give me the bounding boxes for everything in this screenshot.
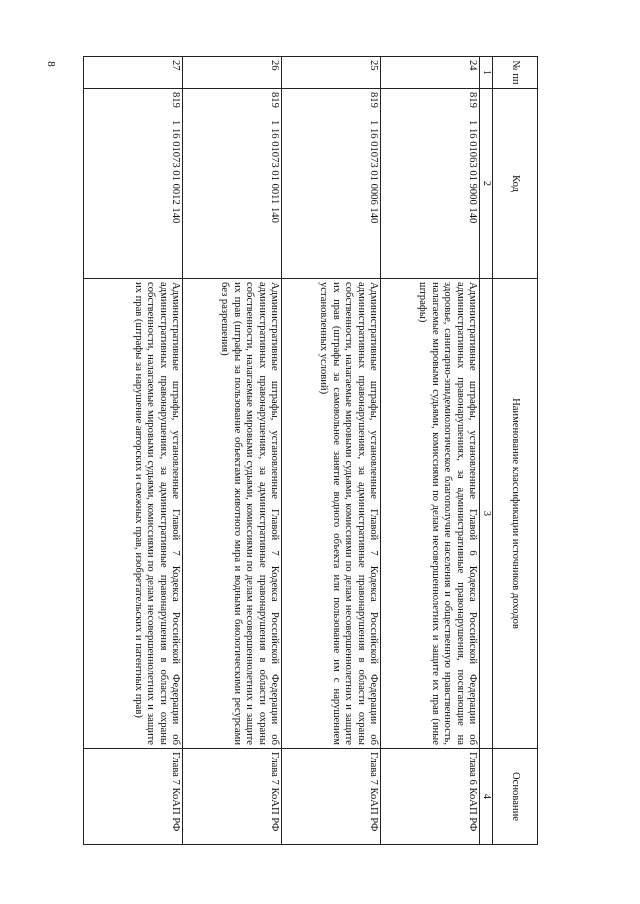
income-code: 1 16 01063 01 9000 140 — [467, 120, 478, 224]
admin-code: 819 — [170, 92, 181, 108]
row-code — [183, 89, 282, 279]
table-row — [84, 57, 183, 845]
row-number: 24 — [381, 57, 480, 89]
row-code — [381, 89, 480, 279]
table-row — [183, 57, 282, 845]
table-row — [282, 57, 381, 845]
row-number: 25 — [282, 57, 381, 89]
income-code: 1 16 01073 01 0006 140 — [368, 120, 379, 224]
admin-code: 819 — [467, 92, 478, 108]
income-code: 1 16 01073 01 0012 140 — [170, 120, 181, 224]
row-number: 26 — [183, 57, 282, 89]
rotated-table-wrapper — [110, 56, 538, 844]
row-name: Административные штрафы, установленные Главой 7 Кодекса Российской Федерации об административных правонарушениях, за административные правонарушения в области охраны собственности, налагаемые мировыми судьями, комиссиями по делам несовершеннолетних и защите их прав (штрафы за пользование объектами животного мира и водными биологическими ресурсами без разрешения) — [183, 279, 282, 749]
income-classification-table — [83, 56, 538, 845]
header-name: Наименование классификации источников доходов — [493, 279, 538, 749]
column-number: 1 — [480, 57, 493, 89]
column-number: 3 — [480, 279, 493, 749]
row-basis: Глава 7 КоАП РФ — [282, 749, 381, 845]
admin-code: 819 — [269, 92, 280, 108]
row-name: Административные штрафы, установленные Главой 7 Кодекса Российской Федерации об административных правонарушениях, за административные правонарушения в области охраны собственности, налагаемые мировыми судьями, комиссиями по делам несовершеннолетних и защите их прав (штрафы за самовольное занятие водного объекта или пользование им с нарушением установленных условий) — [282, 279, 381, 749]
row-basis: Глава 6 КоАП РФ — [381, 749, 480, 845]
row-basis: Глава 7 КоАП РФ — [84, 749, 183, 845]
column-number: 4 — [480, 749, 493, 845]
admin-code: 819 — [368, 92, 379, 108]
row-code — [84, 89, 183, 279]
income-code: 1 16 01073 01 0011 140 — [269, 120, 280, 223]
header-basis: Основание — [493, 749, 538, 845]
header-code: Код — [493, 89, 538, 279]
column-number-row — [480, 57, 493, 845]
column-number: 2 — [480, 89, 493, 279]
row-name: Административные штрафы, установленные Главой 7 Кодекса Российской Федерации об административных правонарушениях, за административные правонарушения в области охраны собственности, налагаемые мировыми судьями, комиссиями по делам несовершеннолетних и защите их прав (штрафы за нарушение авторских и смежных прав, изобретательских и патентных прав) — [84, 279, 183, 749]
row-basis: Глава 7 КоАП РФ — [183, 749, 282, 845]
header-no: № пп — [493, 57, 538, 89]
table-header-row — [493, 57, 538, 845]
row-name: Административные штрафы, установленные Главой 6 Кодекса Российской Федерации об административных правонарушениях, за административные правонарушения, посягающие на здоровье, санитарно-эпидемиологическое благополучие населения и общественную нравственность, налагаемые мировыми судьями, комиссиями по делам несовершеннолетних и защите их прав (иные штрафы) — [381, 279, 480, 749]
page-number: 8 — [44, 61, 57, 67]
table-row — [381, 57, 480, 845]
row-code — [282, 89, 381, 279]
row-number: 27 — [84, 57, 183, 89]
